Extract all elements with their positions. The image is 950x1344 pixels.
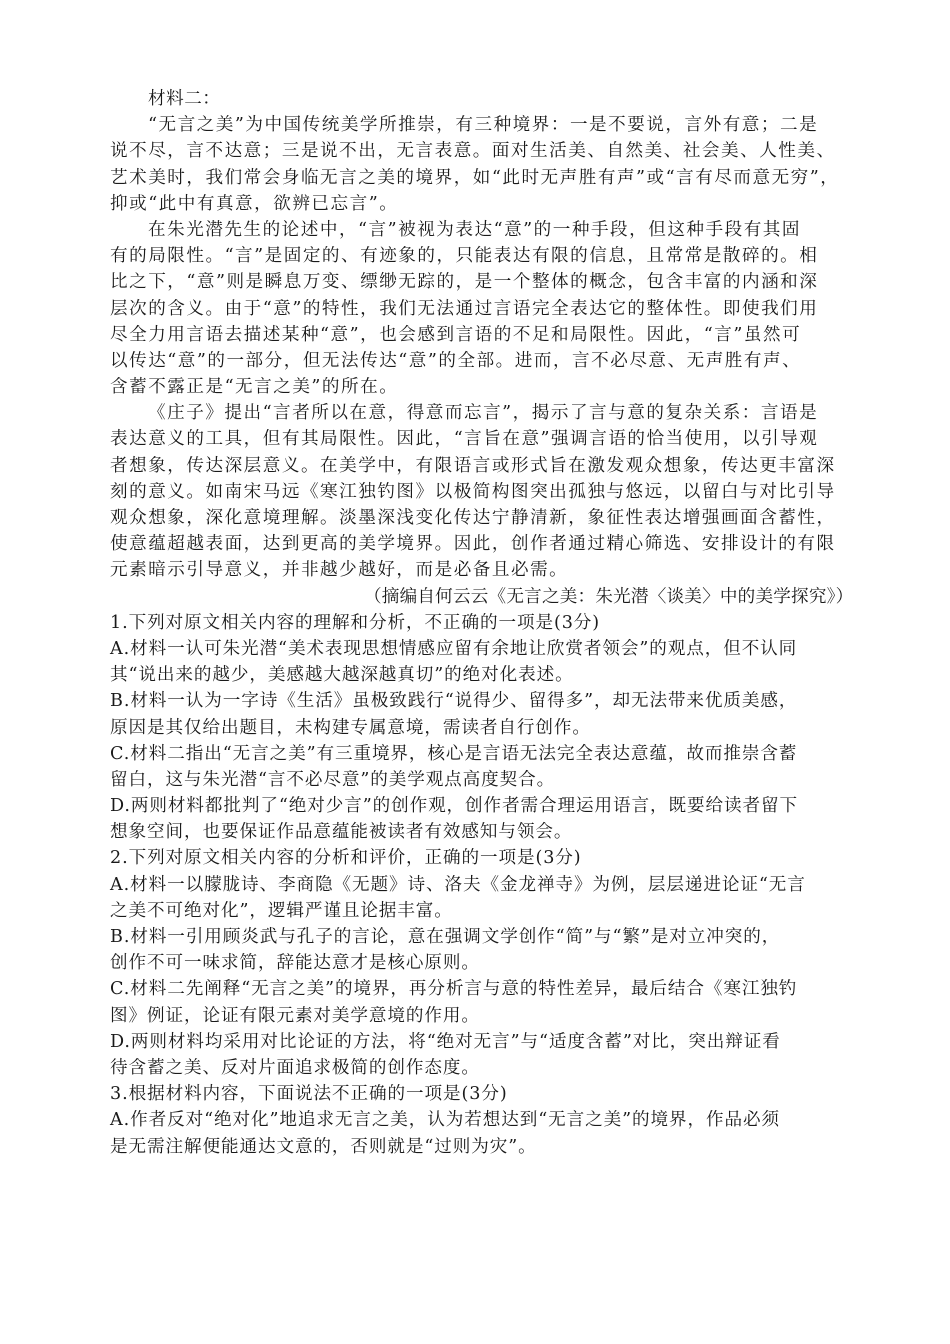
- option-d: [110, 793, 852, 845]
- paragraph-line: 元素暗示引导意义，并非越少越好，而是必备且必需。: [110, 560, 569, 581]
- paragraph-line: 尽全力用言语去描述某种“意”，也会感到言语的不足和局限性。因此，“言”虽然可: [110, 324, 802, 345]
- paragraph-line: 观众想象，深化意境理解。淡墨深浅变化传达宁静清新，象征性表达增强画面含蓄性，: [110, 508, 836, 528]
- question-stem: 3.根据材料内容，下面说法不正确的一项是(3分): [110, 1084, 508, 1105]
- paragraph-line: 《庄子》提出“言者所以在意，得意而忘言”，揭示了言与意的复杂关系：言语是: [148, 403, 819, 424]
- option-line: A.材料一以朦胧诗、李商隐《无题》诗、洛夫《金龙禅寺》为例，层层递进论证“无言: [110, 874, 806, 895]
- option-line: 原因是其仅给出题目，未构建专属意境，需读者自行创作。: [110, 717, 591, 738]
- option-b: [110, 924, 852, 976]
- option-line: B.材料一认为一字诗《生活》虽极致践行“说得少、留得多”，却无法带来优质美感，: [110, 691, 798, 712]
- question-1: [110, 610, 852, 846]
- option-b: [110, 688, 852, 740]
- option-c: [110, 741, 852, 793]
- paragraph-line: 比之下，“意”则是瞬息万变、缥缈无踪的，是一个整体的概念，包含丰富的内涵和深: [110, 272, 819, 293]
- option-line: D.两则材料都批判了“绝对少言”的创作观，创作者需合理运用语言，既要给读者留下: [110, 796, 798, 817]
- option-d: [110, 1029, 852, 1081]
- paragraph-line: 有的局限性。“言”是固定的、有迹象的，只能表达有限的信息，且常常是散碎的。相: [110, 246, 819, 267]
- paragraph-line: “无言之美”为中国传统美学所推崇，有三种境界：一是不要说，言外有意；二是: [148, 115, 819, 136]
- question-stem: 2.下列对原文相关内容的分析和评价，正确的一项是(3分): [110, 848, 582, 869]
- option-line: 待含蓄之美、反对片面追求极简的创作态度。: [110, 1057, 480, 1078]
- option-line: 创作不可一味求简，辞能达意才是核心原则。: [110, 953, 480, 974]
- paragraph-line: 表达意义的工具，但有其局限性。因此，“言旨在意”强调言语的恰当使用，以引导观: [110, 429, 819, 450]
- paragraph-line: 抑或“此中有真意，欲辨已忘言”。: [110, 193, 399, 214]
- option-line: 图》例证，论证有限元素对美学意境的作用。: [110, 1005, 480, 1026]
- paragraph-line: 以传达“意”的一部分，但无法传达“意”的全部。进而，言不必尽意、无声胜有声、: [110, 350, 802, 371]
- option-line: A.作者反对“绝对化”地追求无言之美，认为若想达到“无言之美”的境界，作品必须: [110, 1110, 780, 1131]
- option-line: C.材料二先阐释“无言之美”的境界，再分析言与意的特性差异，最后结合《寒江独钓: [110, 979, 798, 1000]
- paragraph-line: 艺术美时，我们常会身临无言之美的境界，如“此时无声胜有声”或“言有尽而意无穷”，: [110, 167, 840, 188]
- question-2: [110, 845, 852, 1081]
- paragraph-line: 使意蕴超越表面，达到更高的美学境界。因此，创作者通过精心筛选、安排设计的有限: [110, 534, 836, 555]
- option-line: A.材料一认可朱光潜“美术表现思想情感应留有余地让欣赏者领会”的观点，但不认同: [110, 638, 798, 659]
- paragraph-line: 层次的含义。由于“意”的特性，我们无法通过言语完全表达它的整体性。即使我们用: [110, 298, 819, 319]
- option-a: [110, 636, 852, 688]
- option-line: 之美不可绝对化”，逻辑严谨且论据丰富。: [110, 900, 453, 921]
- paragraph-line: 刻的意义。如南宋马远《寒江独钓图》以极简构图突出孤独与悠远，以留白与对比引导: [110, 481, 836, 502]
- option-line: 想象空间，也要保证作品意蕴能被读者有效感知与领会。: [110, 822, 573, 843]
- paragraph-line: 者想象，传达深层意义。在美学中，有限语言或形式旨在激发观众想象，传达更丰富深: [110, 455, 836, 476]
- option-a: [110, 872, 852, 924]
- paragraph-line: 在朱光潜先生的论述中，“言”被视为表达“意”的一种手段，但这种手段有其固: [148, 219, 801, 240]
- question-3: [110, 1081, 852, 1160]
- source-citation: （摘编自何云云《无言之美：朱光潜〈谈美〉中的美学探究》）: [364, 586, 854, 607]
- option-line: D.两则材料均采用对比论证的方法，将“绝对无言”与“适度含蓄”对比，突出辩证看: [110, 1031, 781, 1052]
- material-title: 材料二：: [148, 89, 221, 109]
- option-line: 其“说出来的越少，美感越大越深越真切”的绝对化表述。: [110, 665, 574, 686]
- paragraph-1: [110, 112, 852, 217]
- option-line: B.材料一引用顾炎武与孔子的言论，意在强调文学创作“简”与“繁”是对立冲突的，: [110, 927, 781, 947]
- option-line: 留白，这与朱光潜“言不必尽意”的美学观点高度契合。: [110, 769, 556, 790]
- paragraph-2: [110, 217, 852, 400]
- question-stem: 1.下列对原文相关内容的理解和分析，不正确的一项是(3分): [110, 612, 601, 633]
- option-line: C.材料二指出“无言之美”有三重境界，核心是言语无法完全表达意蕴，故而推崇含蓄: [110, 743, 798, 764]
- paragraph-3: [110, 400, 852, 583]
- option-c: [110, 976, 852, 1028]
- option-line: 是无需注解便能通达文意的，否则就是“过则为灾”。: [110, 1136, 537, 1157]
- option-a: [110, 1107, 852, 1159]
- exam-page: [110, 86, 852, 1160]
- paragraph-line: 含蓄不露正是“无言之美”的所在。: [110, 377, 399, 398]
- paragraph-line: 说不尽，言不达意；三是说不出，无言表意。面对生活美、自然美、社会美、人性美、: [110, 141, 836, 162]
